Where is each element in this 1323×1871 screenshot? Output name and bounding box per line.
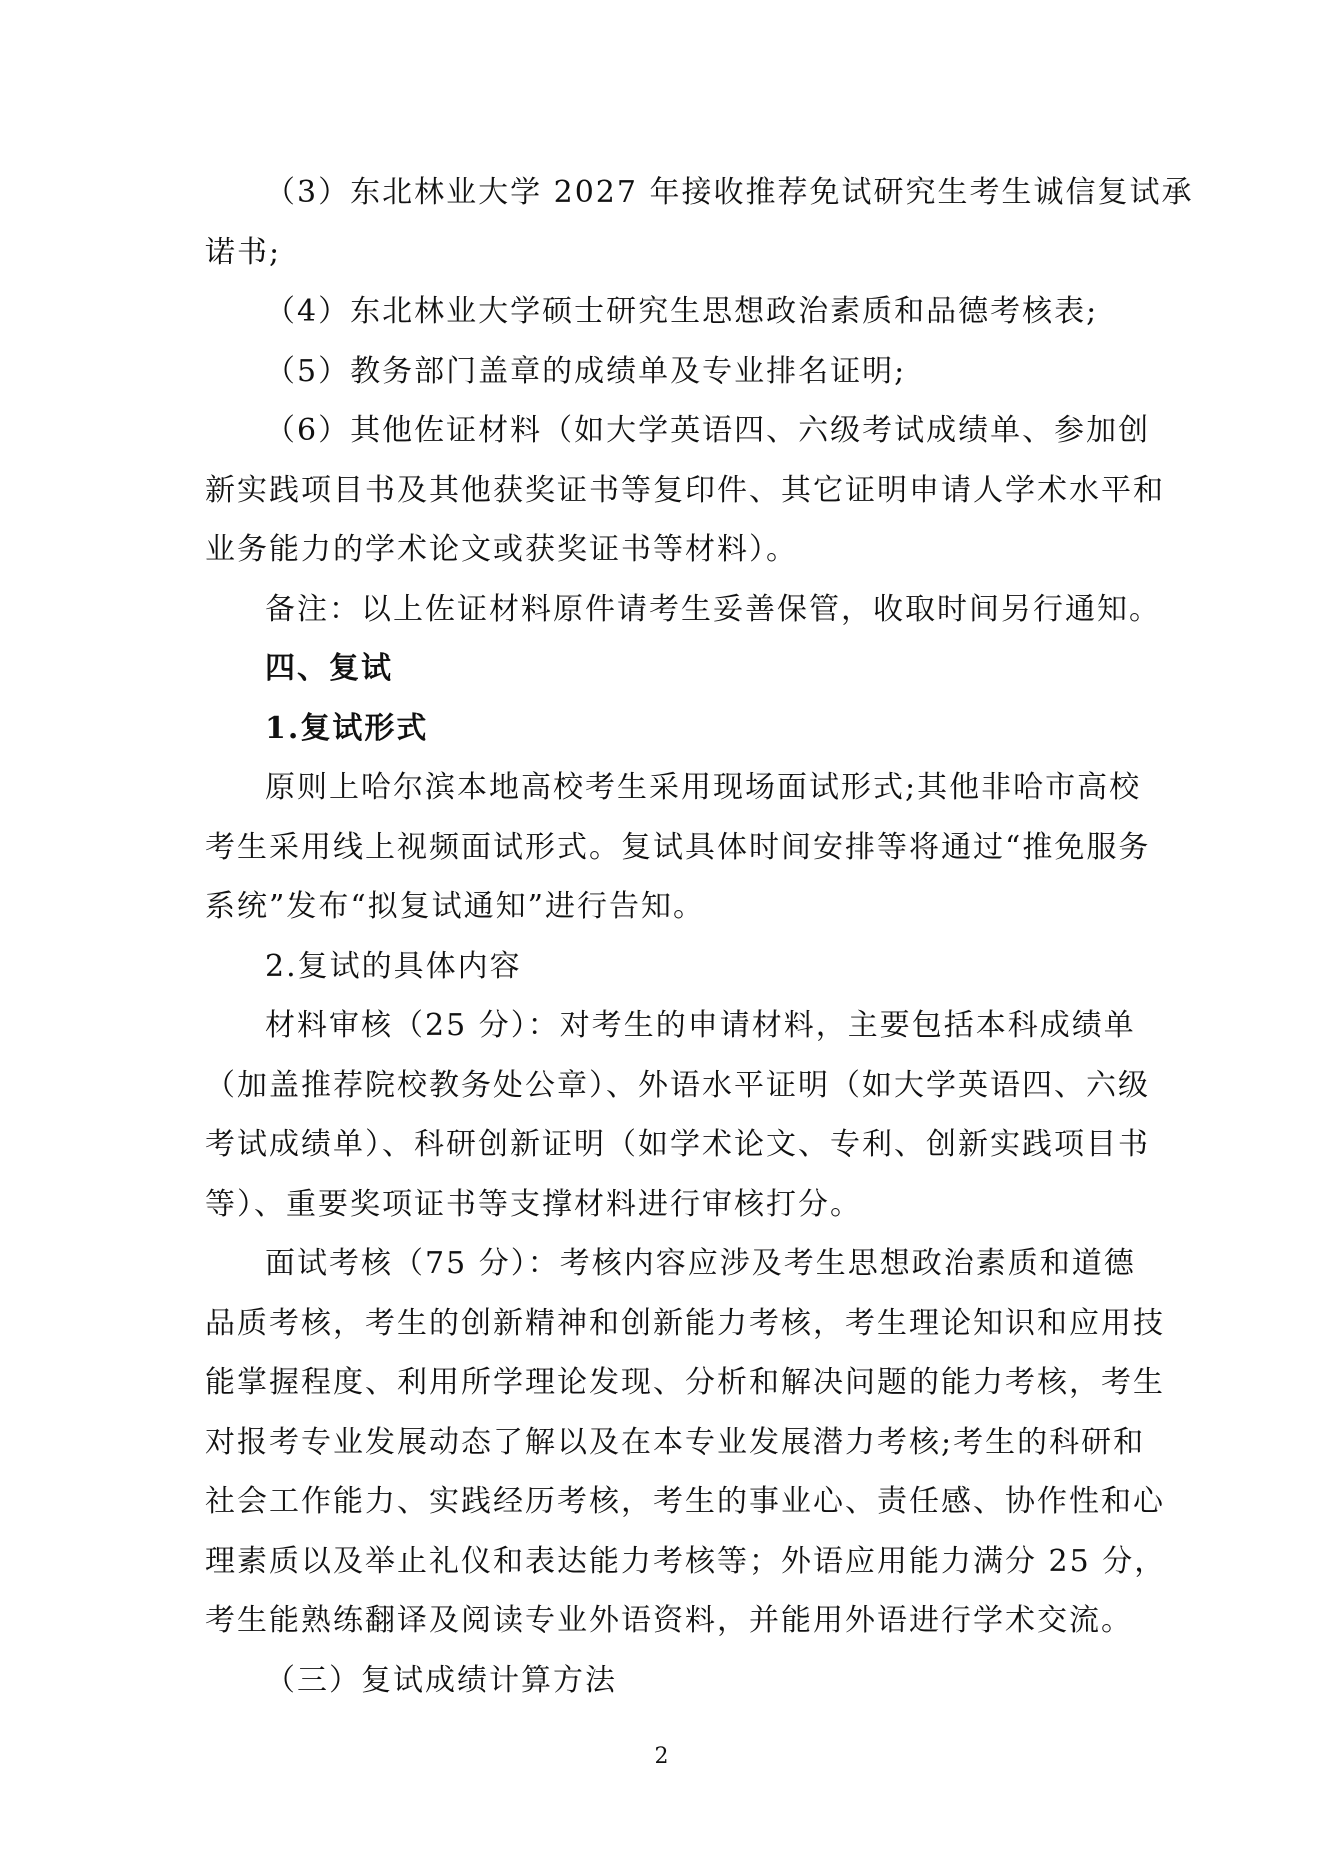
text-line: （5）教务部门盖章的成绩单及专业排名证明; <box>265 354 907 389</box>
text-line: （6）其他佐证材料（如大学英语四、六级考试成绩单、参加创 <box>265 413 1151 448</box>
text-line: 社会工作能力、实践经历考核，考生的事业心、责任感、协作性和心 <box>205 1484 1165 1519</box>
text-line: 面试考核（75 分）：考核内容应涉及考生思想政治素质和道德 <box>265 1246 1136 1281</box>
text-line: 考生采用线上视频面试形式。复试具体时间安排等将通过“推免服务 <box>205 830 1151 865</box>
text-line: 品质考核，考生的创新精神和创新能力考核，考生理论知识和应用技 <box>205 1306 1165 1341</box>
text-line: 对报考专业发展动态了解以及在本专业发展潜力考核;考生的科研和 <box>205 1425 1146 1460</box>
text-line: 考试成绩单）、科研创新证明（如学术论文、专利、创新实践项目书 <box>205 1127 1150 1162</box>
text-line: （加盖推荐院校教务处公章）、外语水平证明（如大学英语四、六级 <box>205 1068 1150 1103</box>
text-line: 业务能力的学术论文或获奖证书等材料）。 <box>205 532 798 567</box>
text-line: 原则上哈尔滨本地高校考生采用现场面试形式;其他非哈市高校 <box>265 770 1142 805</box>
text-line: 能掌握程度、利用所学理论发现、分析和解决问题的能力考核，考生 <box>205 1365 1165 1400</box>
text-line: 诺书; <box>205 235 282 270</box>
text-line: 系统”发布“拟复试通知”进行告知。 <box>205 889 706 924</box>
subsection-heading: 2.复试的具体内容 <box>265 949 522 984</box>
text-line: 等）、重要奖项证书等支撑材料进行审核打分。 <box>205 1187 862 1222</box>
page-number: 2 <box>654 1744 669 1769</box>
text-line: 备注：以上佐证材料原件请考生妥善保管，收取时间另行通知。 <box>265 592 1161 627</box>
text-line: （4）东北林业大学硕士研究生思想政治素质和品德考核表; <box>265 294 1099 329</box>
text-line: （3）东北林业大学 2027 年接收推荐免试研究生考生诚信复试承 <box>265 175 1194 210</box>
section-heading: （三）复试成绩计算方法 <box>265 1663 617 1698</box>
text-line: 理素质以及举止礼仪和表达能力考核等；外语应用能力满分 25 分， <box>205 1544 1167 1579</box>
section-heading: 四、复试 <box>265 651 393 686</box>
text-line: 新实践项目书及其他获奖证书等复印件、其它证明申请人学术水平和 <box>205 473 1165 508</box>
text-line: 材料审核（25 分）：对考生的申请材料，主要包括本科成绩单 <box>265 1008 1136 1043</box>
text-line: 考生能熟练翻译及阅读专业外语资料，并能用外语进行学术交流。 <box>205 1603 1133 1638</box>
subsection-heading: 1.复试形式 <box>265 711 429 746</box>
